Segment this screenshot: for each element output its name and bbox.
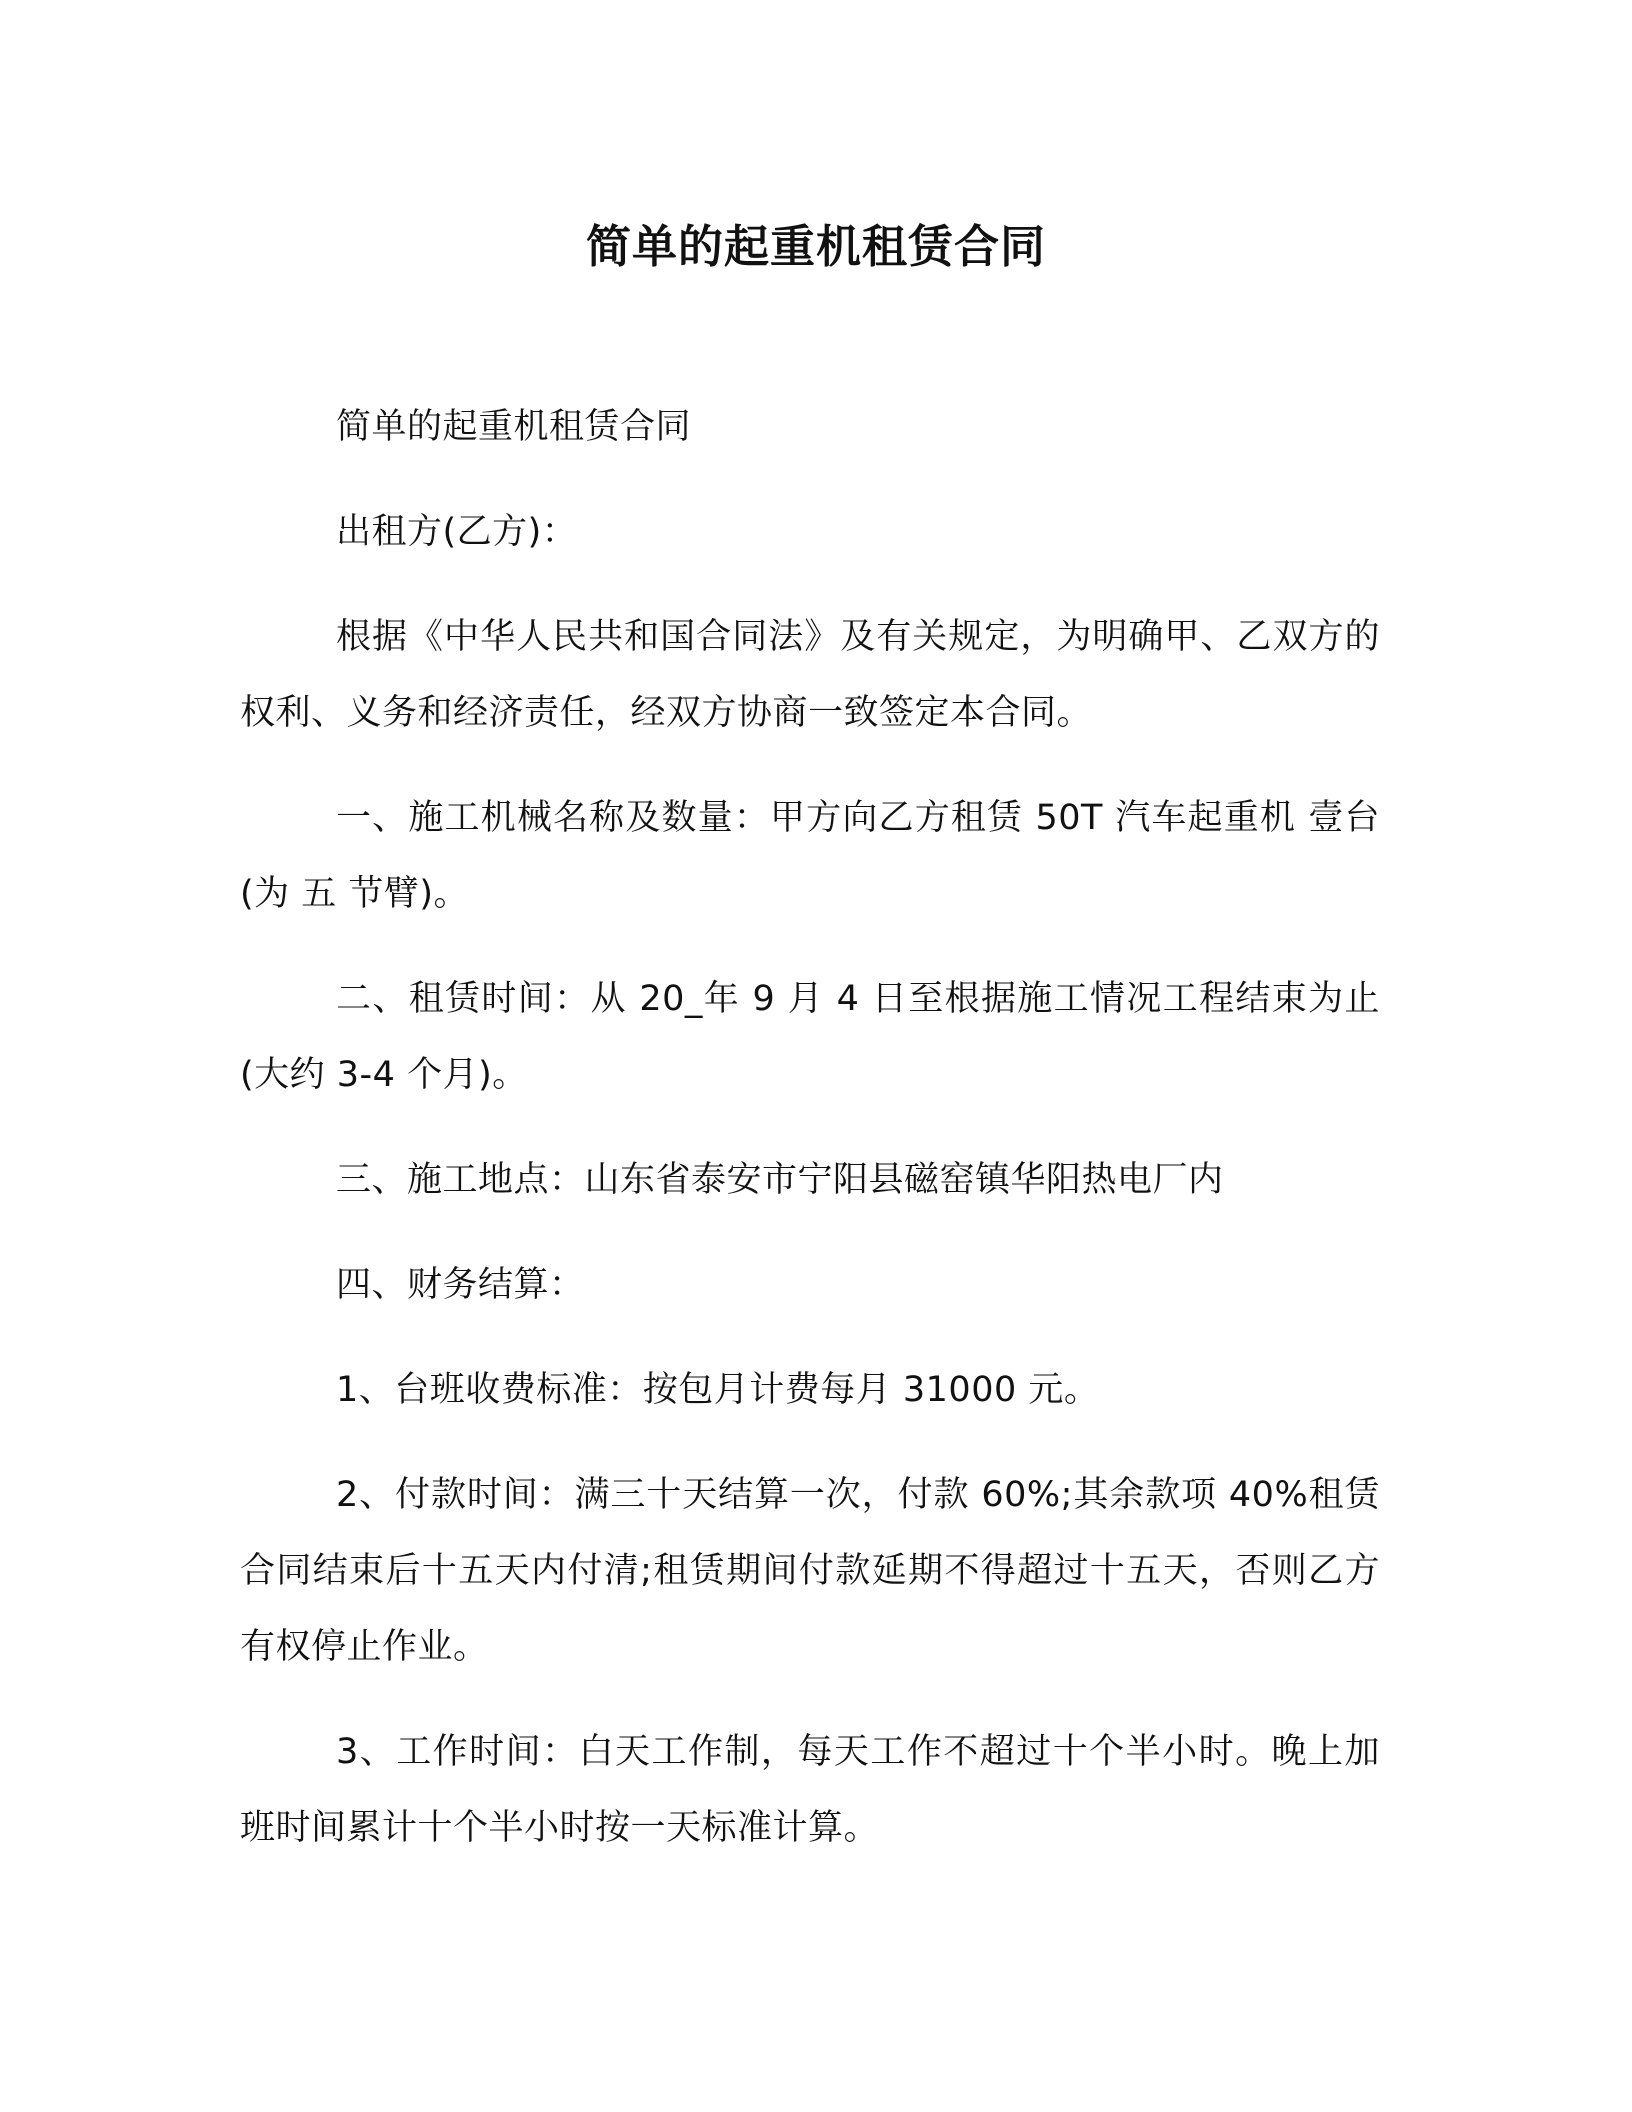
document-body [240, 389, 1380, 1895]
clause-4-1-fee-standard: 1、台班收费标准：按包月计费每月 31000 元。 [336, 1370, 1100, 1410]
clause-3-location: 三、施工地点：山东省泰安市宁阳县磁窑镇华阳热电厂内 [336, 1160, 1224, 1200]
preamble-paragraph: 根据《中华人民共和国合同法》及有关规定，为明确甲、乙双方的权利、义务和经济责任，经双方协商一致签定本合同。 [240, 617, 1380, 733]
clause-1-equipment: 一、施工机械名称及数量：甲方向乙方租赁 50T 汽车起重机 壹台(为 五 节臂)。 [240, 798, 1380, 914]
clause-2-rental-period: 二、租赁时间：从 20_年 9 月 4 日至根据施工情况工程结束为止(大约 3-4 个月)。 [240, 979, 1380, 1095]
clause-4-settlement: 四、财务结算： [336, 1265, 585, 1305]
lessor-paragraph: 出租方(乙方)： [336, 512, 578, 552]
subtitle-paragraph: 简单的起重机租赁合同 [336, 407, 692, 447]
clause-4-3-working-hours: 3、工作时间：白天工作制，每天工作不超过十个半小时。晚上加班时间累计十个半小时按一天标准计算。 [240, 1732, 1380, 1848]
clause-4-2-payment-time: 2、付款时间：满三十天结算一次，付款 60%;其余款项 40%租赁合同结束后十五天内付清;租赁期间付款延期不得超过十五天，否则乙方有权停止作业。 [240, 1475, 1380, 1667]
document-title: 简单的起重机租赁合同 [585, 220, 1046, 273]
